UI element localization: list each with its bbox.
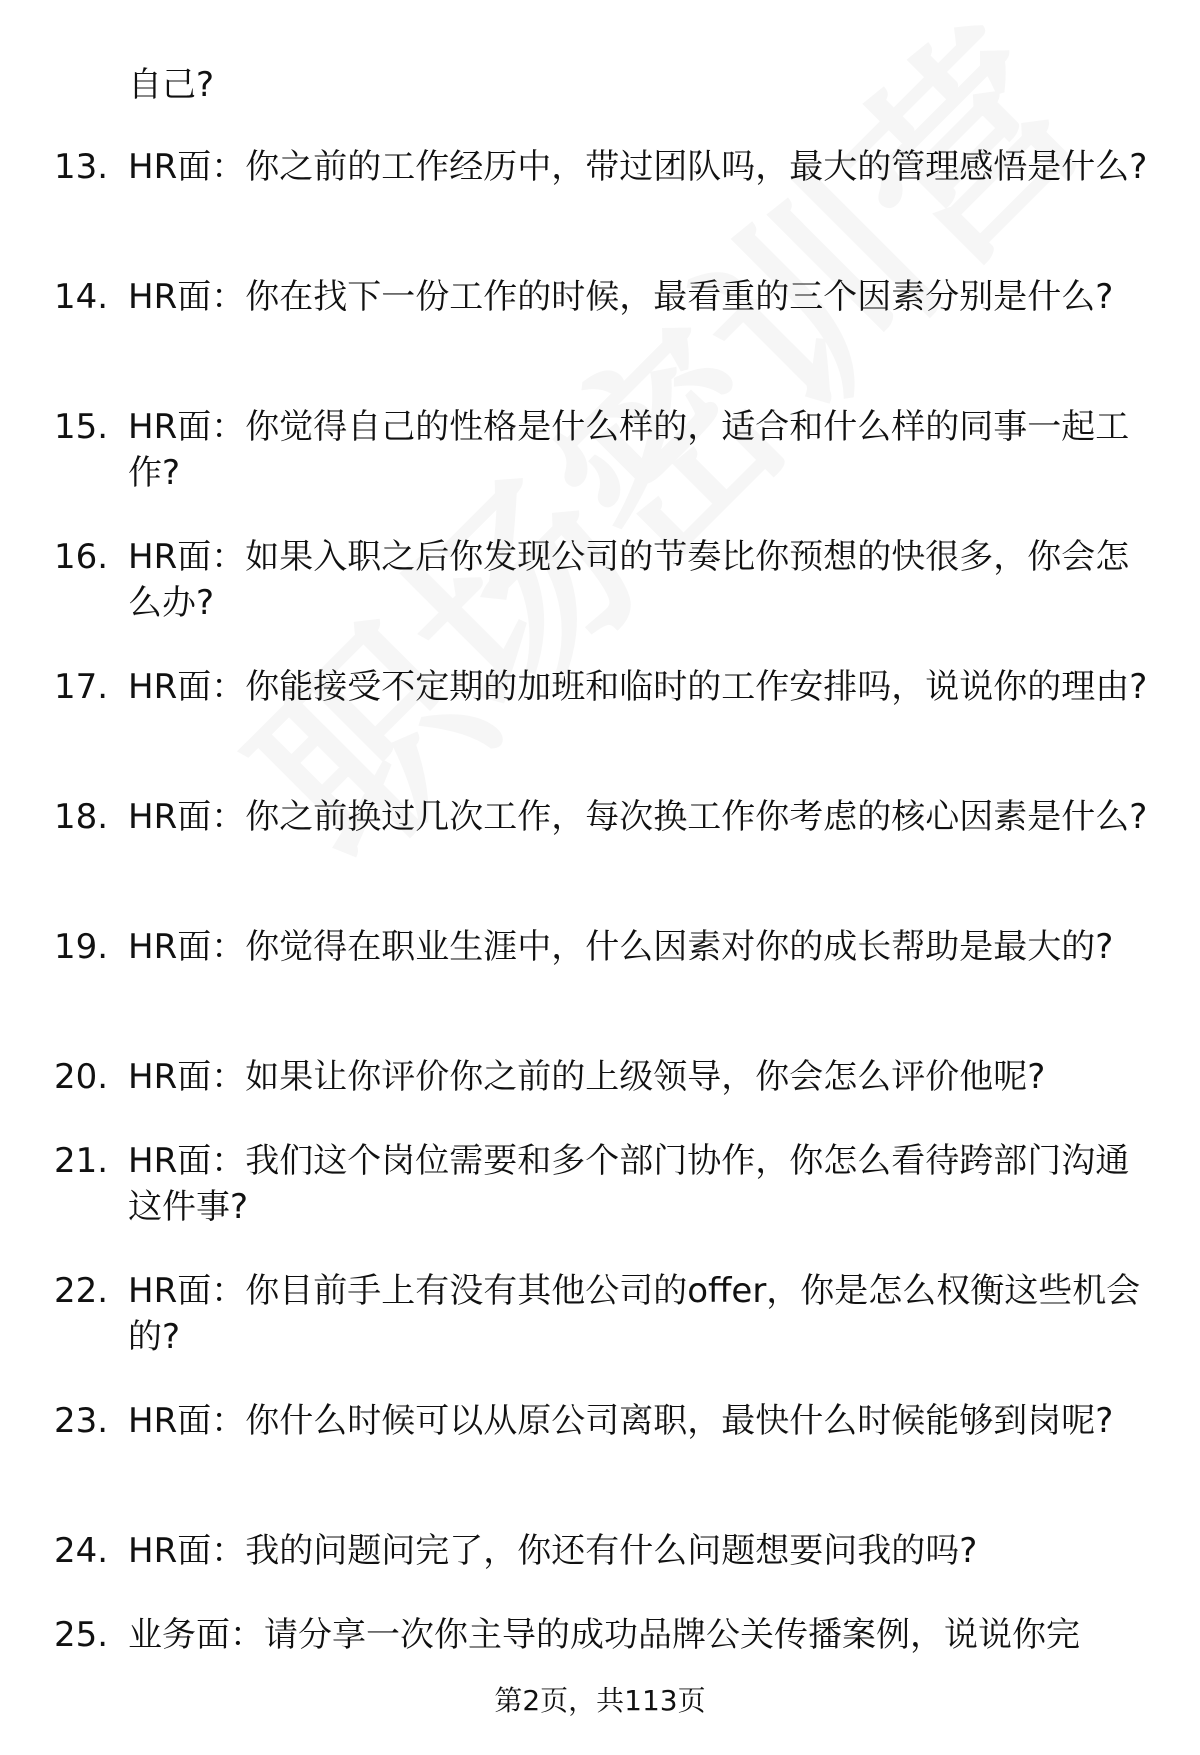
question-text: HR面：如果入职之后你发现公司的节奏比你预想的快很多，你会怎么办?: [128, 537, 1130, 623]
question-text: HR面：我们这个岗位需要和多个部门协作，你怎么看待跨部门沟通这件事?: [128, 1141, 1130, 1227]
question-number: 19.: [54, 927, 109, 967]
question-list: [0, 144, 1200, 1696]
question-item: [0, 924, 1200, 1054]
question-text: HR面：你觉得在职业生涯中，什么因素对你的成长帮助是最大的?: [128, 927, 1114, 967]
question-number: 15.: [54, 407, 109, 447]
question-text: HR面：如果让你评价你之前的上级领导，你会怎么评价他呢?: [128, 1057, 1046, 1097]
question-number: 18.: [54, 797, 109, 837]
question-number: 23.: [54, 1401, 109, 1441]
question-number: 25.: [54, 1615, 109, 1655]
question-text: HR面：你在找下一份工作的时候，最看重的三个因素分别是什么?: [128, 277, 1114, 317]
question-item: [0, 1138, 1200, 1268]
question-item: [0, 144, 1200, 274]
question-text: HR面：你之前的工作经历中，带过团队吗，最大的管理感悟是什么?: [128, 147, 1148, 187]
question-text: HR面：我的问题问完了，你还有什么问题想要问我的吗?: [128, 1531, 978, 1571]
question-number: 24.: [54, 1531, 109, 1571]
question-item: [0, 1528, 1200, 1612]
question-number: 13.: [54, 147, 109, 187]
question-text: HR面：你觉得自己的性格是什么样的，适合和什么样的同事一起工作?: [128, 407, 1130, 493]
question-item: [0, 664, 1200, 794]
question-item: [0, 794, 1200, 924]
question-number: 22.: [54, 1271, 109, 1311]
question-number: 17.: [54, 667, 109, 707]
question-text: HR面：你目前手上有没有其他公司的offer，你是怎么权衡这些机会的?: [128, 1271, 1141, 1357]
question-number: 16.: [54, 537, 109, 577]
page-number-label: 第2页，共113页: [494, 1684, 706, 1717]
question-item: [0, 1398, 1200, 1528]
question-item: [0, 1054, 1200, 1138]
question-number: 21.: [54, 1141, 109, 1181]
question-item: [0, 404, 1200, 534]
page-footer: [0, 1683, 1200, 1719]
question-text: HR面：你能接受不定期的加班和临时的工作安排吗，说说你的理由?: [128, 667, 1148, 707]
question-item: [0, 274, 1200, 404]
question-number: 20.: [54, 1057, 109, 1097]
question-text: HR面：你什么时候可以从原公司离职，最快什么时候能够到岗呢?: [128, 1401, 1114, 1441]
question-text: 业务面：请分享一次你主导的成功品牌公关传播案例，说说你完: [128, 1615, 1080, 1655]
question-item: [0, 534, 1200, 664]
question-text: HR面：你之前换过几次工作，每次换工作你考虑的核心因素是什么?: [128, 797, 1148, 837]
question-number: 14.: [54, 277, 109, 317]
question-item: [0, 1268, 1200, 1398]
continuation-text: 自己?: [128, 65, 215, 105]
